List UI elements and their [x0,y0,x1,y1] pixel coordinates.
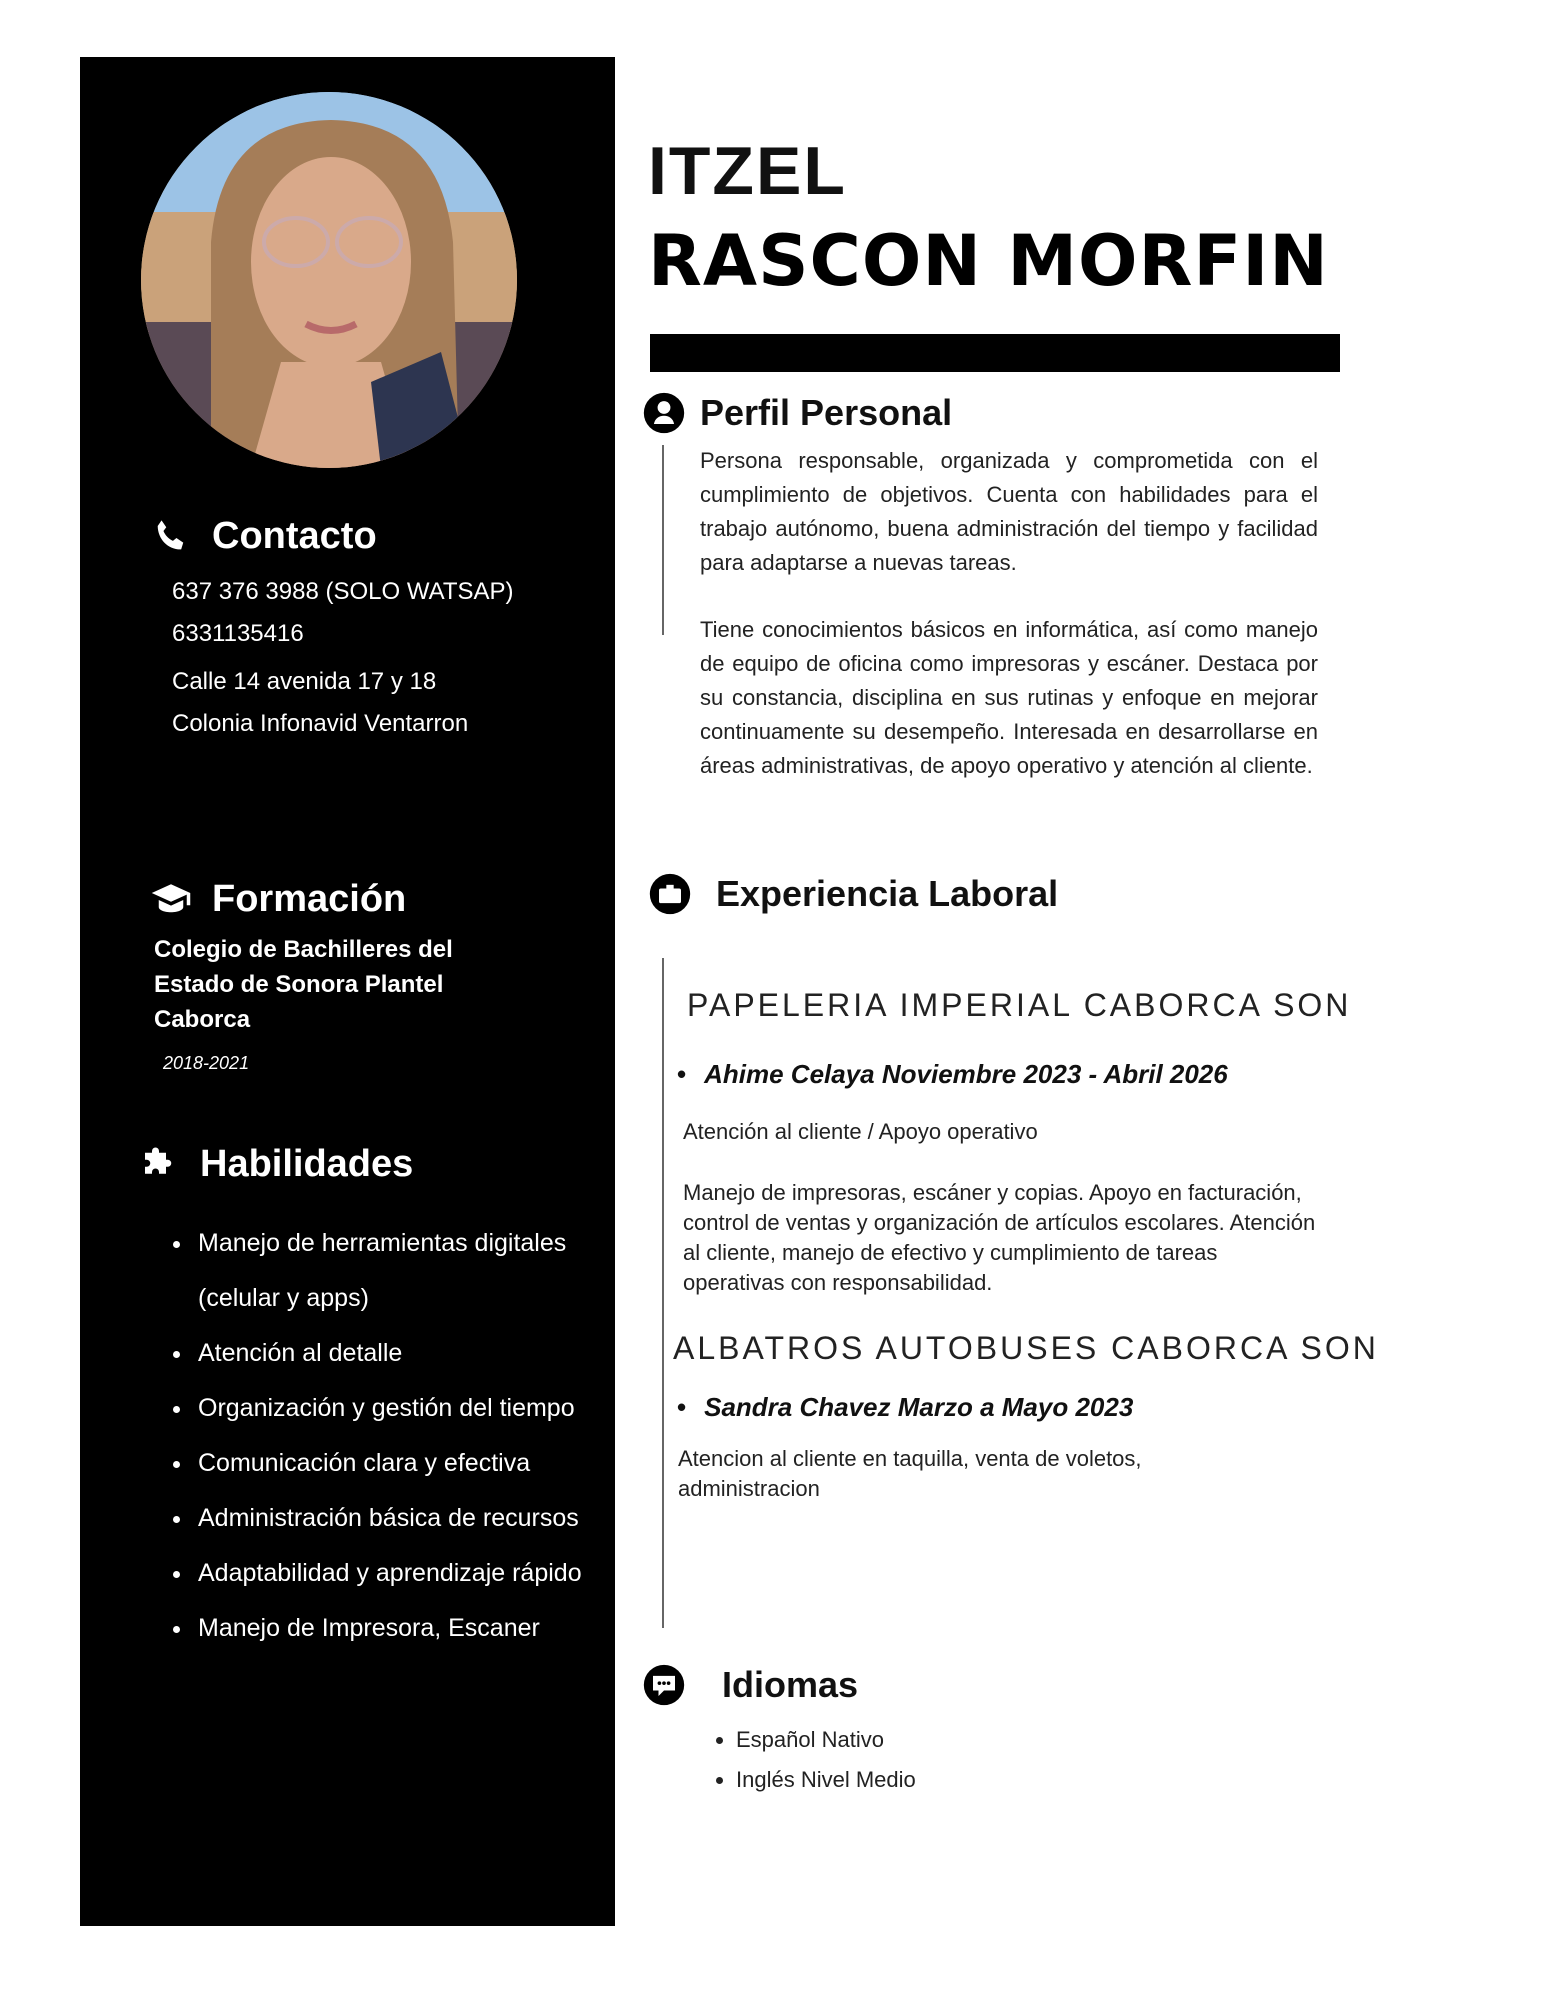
experience-heading [648,872,1058,916]
skill-item: • Adaptabilidad y aprendizaje rápido [194,1546,594,1601]
profile-paragraph-1: Persona responsable, organizada y comprometida con el cumplimiento de objetivos. Cuenta con habilidades para el trabajo autónomo, buena administración del tiempo y facilidad para adaptarse a nuevas tareas. [700,448,1318,575]
profile-heading-label: Perfil Personal [700,392,953,433]
job-role: • Sandra Chavez Marzo a Mayo 2023 [677,1392,1133,1423]
contact-phone-2: 6331135416 [172,620,304,647]
education-heading-label: Formación [212,878,407,920]
contact-heading [150,515,377,558]
experience-heading-label: Experiencia Laboral [716,873,1059,914]
profile-paragraph-2: Tiene conocimientos básicos en informática, así como manejo de equipo de oficina como impresoras y escáner. Destaca por su constancia, disciplina en sus rutinas y enfoque en mejorar continuamente su desempeño. Interesada en desarrollarse en áreas administrativas, de apoyo operativo y atención al cliente. [700,617,1318,778]
languages-heading-label: Idiomas [722,1664,859,1705]
last-name: RASCON MORFIN [648,220,1329,302]
job-description: Manejo de impresoras, escáner y copias. Apoyo en facturación, control de ventas y organización de artículos escolares. Atención al cliente, manejo de efectivo y cumplimiento de tareas operativas con responsabilidad. [683,1180,1316,1295]
contact-phone-1: 637 376 3988 (SOLO WATSAP) [172,578,514,605]
contact-heading-label: Contacto [212,515,377,557]
job-role: • Ahime Celaya Noviembre 2023 - Abril 2026 [677,1059,1228,1090]
skill-item: • Administración básica de recursos [194,1491,594,1546]
chat-bubble-icon [642,1663,686,1707]
graduation-cap-icon [150,879,192,921]
portrait-image [141,92,517,468]
education-school: Colegio de Bachilleres del Estado de Sonora Plantel Caborca [154,936,453,1033]
name-divider [650,334,1340,372]
skills-heading [138,1143,413,1186]
languages-list [710,1720,916,1800]
skill-item: • Atención al detalle [194,1326,594,1381]
skill-item: • Manejo de Impresora, Escaner [194,1601,594,1656]
skills-list [168,1216,594,1656]
job-company: PAPELERIA IMPERIAL CABORCA SON [687,987,1352,1023]
skill-item: • Organización y gestión del tiempo [194,1381,594,1436]
skill-item: • Comunicación clara y efectiva [194,1436,594,1491]
language-item: • Inglés Nivel Medio [736,1760,916,1800]
profile-timeline-line [662,445,664,635]
languages-heading [642,1663,858,1707]
skill-item: • Manejo de herramientas digitales (celular y apps) [194,1216,594,1326]
skills-heading-label: Habilidades [200,1143,414,1185]
job-position: Atención al cliente / Apoyo operativo [683,1119,1038,1144]
language-item: • Español Nativo [736,1720,916,1760]
profile-photo [141,92,517,468]
job-description: Atencion al cliente en taquilla, venta de voletos, administracion [678,1446,1142,1501]
briefcase-icon [648,872,692,916]
puzzle-icon [138,1144,180,1186]
first-name: ITZEL [648,133,847,209]
education-years: 2018-2021 [163,1053,250,1073]
education-heading [150,878,406,921]
profile-heading [642,391,952,435]
job-company: ALBATROS AUTOBUSES CABORCA SON [673,1330,1379,1366]
experience-timeline-line [662,958,664,1628]
phone-icon [150,516,192,558]
contact-address-2: Colonia Infonavid Ventarron [172,710,469,737]
contact-address-1: Calle 14 avenida 17 y 18 [172,668,437,695]
user-icon [642,391,686,435]
